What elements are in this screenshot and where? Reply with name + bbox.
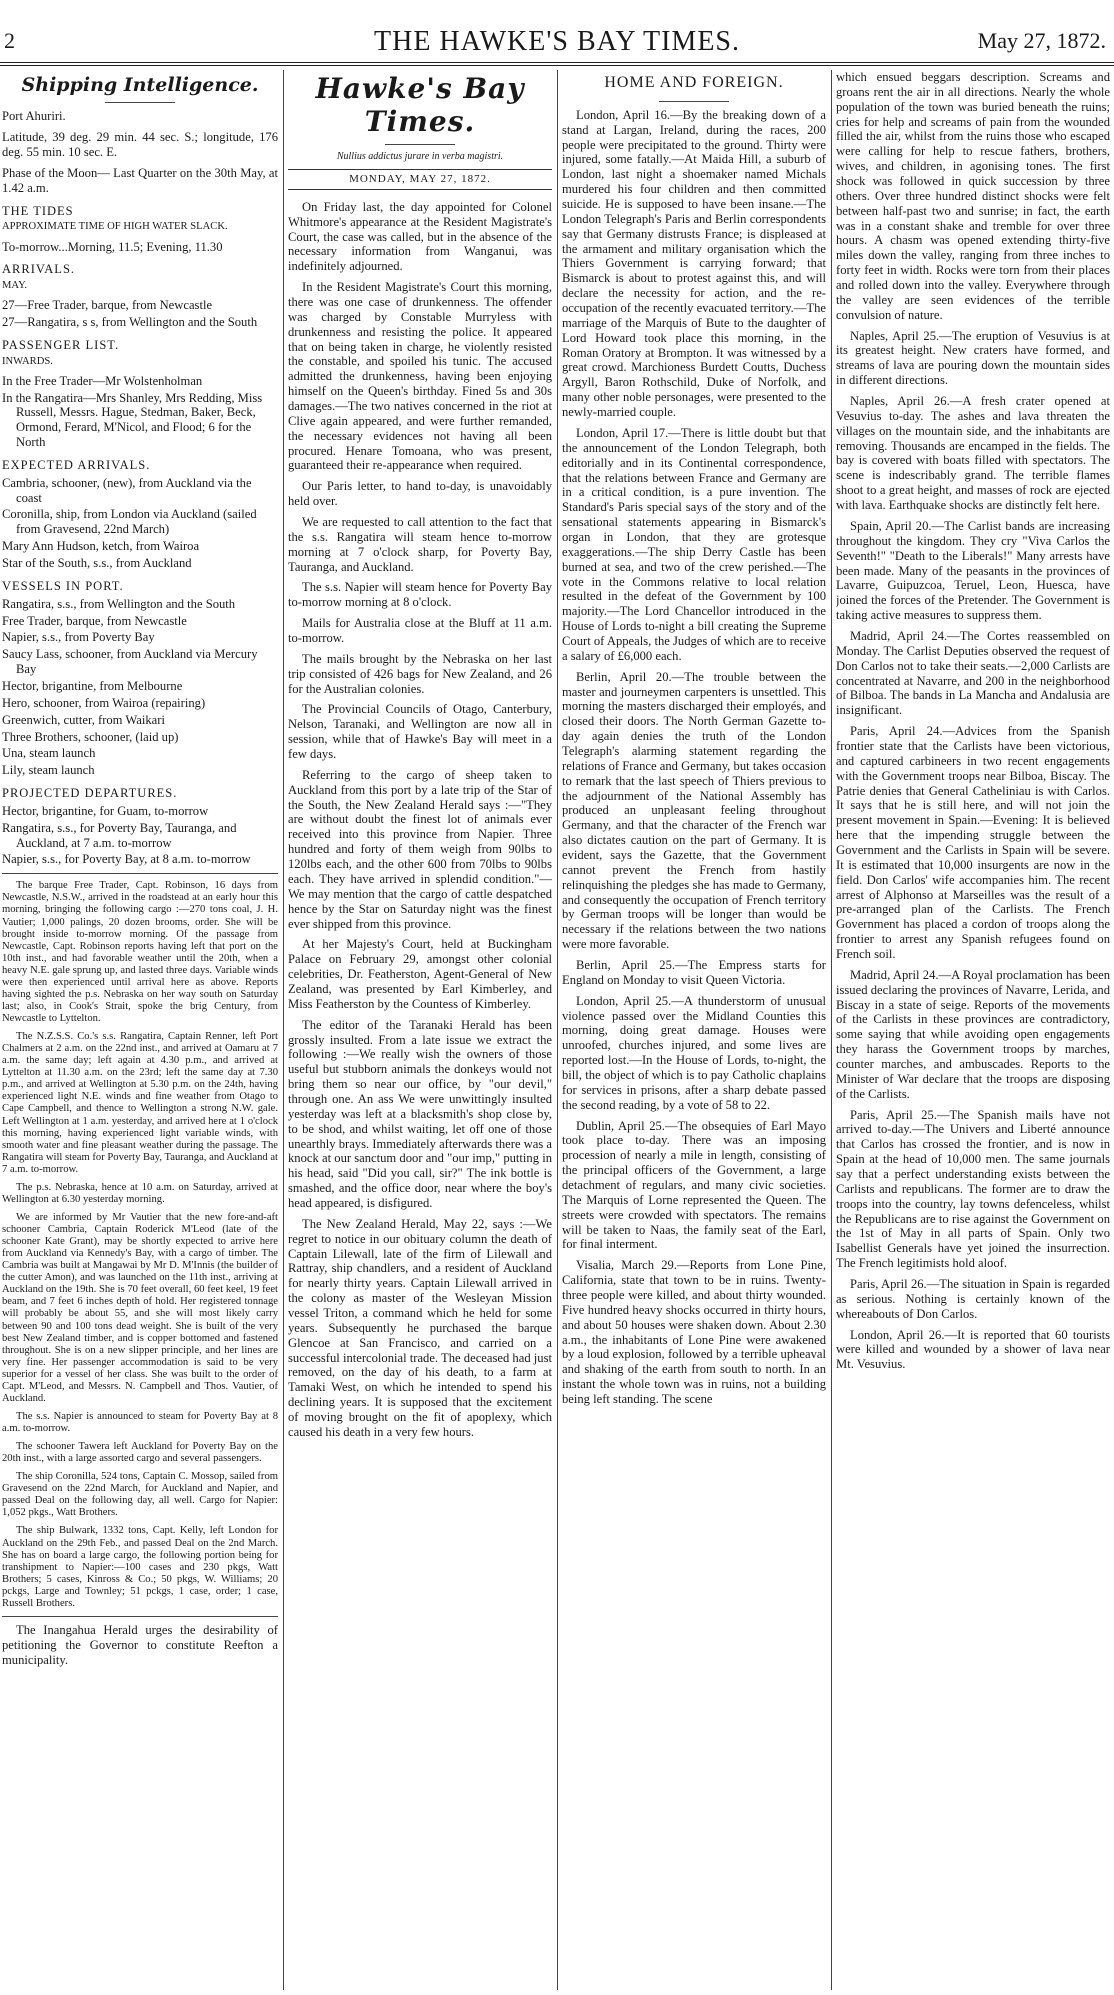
news-paragraph: Paris, April 26.—The situation in Spain is regarded as serious. Nothing is certainly known of the whereabouts of Don Carlos. bbox=[836, 1277, 1110, 1321]
issue-date: May 27, 1872. bbox=[977, 28, 1106, 53]
port-name: Port Ahuriri. bbox=[2, 109, 66, 124]
news-paragraph: Paris, April 25.—The Spanish mails have not arrived to-day.—The Univers and Liberté announce that Carlos has crossed the frontier, and is now in Spain at the head of 10,000 men. The same journals say that a perfect understanding exists between the Carlists and republicans. The former are to draw the troops into the country, lay towns defenceless, whilst the Republicans are to rise against the Government on the 1st of May in all parts of Spain. Only two Isabellist Generals have yet joined the insurrection. The French legitimists hold aloof. bbox=[836, 1107, 1110, 1271]
page-number: 2 bbox=[4, 28, 15, 53]
list-item: Saucy Lass, schooner, from Auckland via Mercury Bay bbox=[2, 647, 258, 677]
home-foreign-column bbox=[562, 70, 826, 1990]
column-title: Hawke's Bay Times. bbox=[315, 72, 525, 139]
passenger-subheading: INWARDS. bbox=[2, 355, 53, 367]
tides-times: To-morrow...Morning, 11.5; Evening, 11.30 bbox=[2, 239, 223, 254]
divider bbox=[385, 144, 455, 145]
news-paragraph: Madrid, April 24.—The Cortes reassembled on Monday. The Carlist Deputies observed the request of Don Carlos not to take their seats.—2,000 Carlists are concentrated at Navarre, and 200 in the neighborhood of Bilboa. The bands in La Mancha and Andalusia are insignificant. bbox=[836, 628, 1110, 718]
list-item: Rangatira, s.s., from Wellington and the South bbox=[2, 596, 236, 611]
shipping-paragraph: The ship Coronilla, 524 tons, Captain C. Mossop, sailed from Gravesend on the 22nd March, for Auckland and Napier, and passed Deal on the following day, all well. Cargo for Napier: 1,052 pkgs., Watt Brothers. bbox=[2, 1471, 278, 1519]
news-paragraph: Paris, April 24.—Advices from the Spanish frontier state that the Carlists have been victorious, and captured carbineers in two recent engagements with the Government troops near Bilboa, Biscay. The Patrie denies that General Catheliniau is with Carlos. It says that he is still here, and will not join the present movement in Spain.—Evening: It is believed here that the impending struggle between the Government and the Carlists in Spain will be severe. It is estimated that 10,000 insurgents are now in the field. Don Carlos' wife accompanies him. The recent arrest of Alphonso at Marseilles was the result of a pre-arranged plan of the Carlists. The French Government has placed a cordon of troops along the frontier to arrest any Spanish refugees found on French soil. bbox=[836, 724, 1110, 961]
article-paragraph: Referring to the cargo of sheep taken to Auckland from this port by a late trip of the Star of the South, the New Zealand Herald says :—"They are without doubt the finest lot of animals ever received into this province from Napier. Three hundred and forty of them weigh from 90lbs to 120lbs each, and the other 600 from 70lbs to 90lbs each. They have arrived in splendid condition."—We may mention that the cargo of cattle despatched hence by the Star on Saturday night was the finest ever shipped from this province. bbox=[288, 767, 552, 931]
news-paragraph: Naples, April 26.—A fresh crater opened at Vesuvius to-day. The ashes and lava threaten the villages on the mountain side, and the inhabitants are removing. Thousands are encamped in the fields. The bay is covered with boats filled with spectators. The scene is indescribably grand. The terrible flames shoot to a great height, and masses of rock are ejected with lava. Earthquake shocks are distinctly felt here. bbox=[836, 394, 1110, 513]
news-continued-column bbox=[836, 70, 1110, 1990]
divider bbox=[105, 102, 175, 103]
masthead bbox=[0, 0, 1114, 62]
list-item: In the Free Trader—Mr Wolstenholman bbox=[2, 373, 203, 388]
list-item: Hero, schooner, from Wairoa (repairing) bbox=[2, 695, 206, 710]
list-item: Star of the South, s.s., from Auckland bbox=[2, 556, 192, 571]
list-item: Hector, brigantine, from Melbourne bbox=[2, 678, 183, 693]
news-paragraph: London, April 25.—A thunderstorm of unusual violence passed over the Midland Counties this morning, doing great damage. Houses were unroofed, churches injured, and some lives are reported lost.—In the House of Lords, to-night, the bill, the object of which is to pay Catholic chaplains for services in prisons, after a sharp debate passed the second reading, by a vote of 58 to 22. bbox=[562, 993, 826, 1112]
article-paragraph: The New Zealand Herald, May 22, says :—We regret to notice in our obituary column the death of Captain Lilewall, late of the firm of Lilewall and Rattray, ship chandlers, and a resident of Auckland for nearly thirty years. Captain Lilewall arrived in the colony as master of the Wesleyan Mission vessel Triton, a command which he held for some years. Subsequently he purchased the barque Glencoe at San Francisco, and carried on a successful intercolonial trade. The deceased had just removed, on the day of his death, to a farm at Tamaki West, on which he intended to spend his declining years. It is supposed that the excitement of moving brought on the fit of apoplexy, which caused his death in a very few hours. bbox=[288, 1216, 552, 1439]
shipping-title: Shipping Intelligence. bbox=[21, 74, 259, 96]
news-paragraph: Visalia, March 29.—Reports from Lone Pine, California, state that town to be in ruins. Twenty-three people were killed, and about thirty wounded. Five hundred heavy shocks occurred in thirty hours, and about 50 houses were shaken down. About 2.30 a.m., the inhabitants of Lone Pine were awakened by a loud explosion, followed by a terrible upheaval and shaking of the earth from south to north. In an instant the whole town was in ruins, not a building being left standing. The scene bbox=[562, 1258, 826, 1407]
shipping-paragraph: The p.s. Nebraska, hence at 10 a.m. on Saturday, arrived at Wellington at 6.30 yesterday morning. bbox=[2, 1181, 278, 1205]
news-paragraph: London, April 16.—By the breaking down of a stand at Largan, Ireland, during the races, 200 people were precipitated to the ground. Thirty were injured, some fatally.—At Maida Hill, a suburb of London, last night a shoemaker named Michals murdered his four children and then committed suicide. He is supposed to have been insane.—The London Telegraph's Paris and Berlin correspondents say that Germany distrusts France; is displeased at the armament and military organisation which the Thiers Government is carrying forward; that Bismarck is about to protest against this, and will declare the necessity for action, and the re-occupation of the recently evacuated territory.—The marriage of the Marquis of Bute to the daughter of Lord Howard took place this morning, in the Roman Oratory at Brompton. It was witnessed by a great crowd. Marchioness Burdett Coutts, Duchess Argyll, Baron Rothschild, Duke of Norfolk, and many other noble personages, were presented to the newly-married couple. bbox=[562, 107, 826, 420]
masthead-rule-2 bbox=[0, 65, 1114, 66]
article-paragraph: At her Majesty's Court, held at Buckingham Palace on February 29, amongst other colonial celebrities, Dr. Featherston, Agent-General of New Zealand, was presented by Earl Kimberley, and Miss Featherston by the Countess of Kimberley. bbox=[288, 937, 552, 1011]
list-item: Three Brothers, schooner, (laid up) bbox=[2, 729, 179, 744]
motto: Nullius addictus jurare in verba magistri. bbox=[336, 151, 504, 163]
article-paragraph: The Provincial Councils of Otago, Canterbury, Nelson, Taranaki, and Wellington are now all in session, while that of Hawke's Bay will meet in a few days. bbox=[288, 702, 552, 762]
news-paragraph: Berlin, April 20.—The trouble between the master and journeymen carpenters is unsettled. This morning the masters discharged their employés, and closed their doors. The North German Gazette to-day again denies the truth of the London Telegraph's alarming statement regarding the relations of France and Germany, but takes occasion to remark that the last speech of Thiers previous to the adjournment of the National Assembly has produced an unpleasant feeling throughout Germany, and that the character of the French war also dictates caution on the part of Germany. It is evident, says the Gazette, that the Government cannot prevent the French from hastily relinquishing the pledges she has made to Germany, and consequently the occupation of French territory by German troops will be longer than would be necessary if the relations between the two nations were more favorable. bbox=[562, 669, 826, 952]
newspaper-title: THE HAWKE'S BAY TIMES. bbox=[374, 26, 740, 57]
divider bbox=[2, 873, 278, 874]
column-divider bbox=[557, 70, 558, 1990]
list-item: Hector, brigantine, for Guam, to-morrow bbox=[2, 803, 209, 818]
shipping-column bbox=[2, 70, 278, 1990]
arrivals-heading: ARRIVALS. bbox=[2, 262, 76, 277]
shipping-paragraph: We are informed by Mr Vautier that the new fore-and-aft schooner Cambria, Captain Roderick M'Leod (late of the schooner Kate Grant), may be shortly expected to arrive here from Auckland via Kennedy's Bay, with a cargo of timber. The Cambria was built at Mangawai by Mr D. M'Innis (the builder of the cutter Amon), and was launched on the 11th inst., arriving at Auckland on the 19th. She is 70 feet overall, 60 feet keel, 19 feet beam, and 7 feet 6 inches depth of hold. Her registered tonnage will probably be about 55, and she will most likely carry between 90 and 100 tons dead weight. She is built of the very best New Zealand timber, and is copper bottomed and fastened throughout. She is on a new slipper principle, and her lines are very fine. Her passenger accommodation is said to be very superior for a vessel of her class. She was built to the order of Capt. M'Leod, and Messrs. N. Campbell and Thos. Vautier, of Auckland. bbox=[2, 1211, 278, 1404]
editorial-column bbox=[288, 70, 552, 1990]
column-divider bbox=[831, 70, 832, 1990]
news-paragraph: Berlin, April 25.—The Empress starts for England on Monday to visit Queen Victoria. bbox=[562, 958, 826, 987]
shipping-paragraph: The schooner Tawera left Auckland for Poverty Bay on the 20th inst., with a large assorted cargo and several passengers. bbox=[2, 1441, 278, 1465]
list-item: 27—Free Trader, barque, from Newcastle bbox=[2, 298, 213, 313]
list-item: Coronilla, ship, from London via Auckland (sailed from Gravesend, 22nd March) bbox=[2, 507, 257, 537]
masthead-rule bbox=[0, 62, 1114, 63]
news-paragraph: Dublin, April 25.—The obsequies of Earl Mayo took place to-day. There was an imposing procession of nearly a mile in length, consisting of the principal officers of the Government, a large detachment of regulars, and many civic societies. The Marquis of Lorne represented the Queen. The streets were crowded with spectators. The remains will be taken to Naas, the family seat of the Earl, for final interment. bbox=[562, 1118, 826, 1252]
column-title: HOME AND FOREIGN. bbox=[604, 74, 784, 91]
tides-subheading: APPROXIMATE TIME OF HIGH WATER SLACK. bbox=[2, 221, 228, 233]
article-paragraph: The mails brought by the Nebraska on her last trip consisted of 426 bags for New Zealand, and 26 for the Australian colonies. bbox=[288, 651, 552, 696]
passenger-heading: PASSENGER LIST. bbox=[2, 337, 120, 352]
news-paragraph: Spain, April 20.—The Carlist bands are increasing throughout the kingdom. They cry "Viva Carlos the Seventh!" "Death to the Liberals!" Many arrests have been made. Many of the peasants in the provinces of Lavarre, Guipuzcoa, Teruel, Leon, Huesca, have joined the forces of the Pretender. The Government is taking active measures to suppress them. bbox=[836, 518, 1110, 623]
list-item: In the Rangatira—Mrs Shanley, Mrs Redding, Miss Russell, Messrs. Hague, Stedman, Baker, Beck, Ormond, Ferard, M'Nicol, and Flood; 6 for the North bbox=[2, 390, 263, 450]
article-paragraph: On Friday last, the day appointed for Colonel Whitmore's appearance at the Resident Magistrate's Court, the case was called, but in the absence of the necessary information from Wanganui, was indefinitely adjourned. bbox=[288, 199, 552, 274]
news-paragraph: Naples, April 25.—The eruption of Vesuvius is at its greatest height. New craters have formed, and streams of lava are pouring down the mountain sides in different directions. bbox=[836, 328, 1110, 388]
moon-phase: Phase of the Moon— Last Quarter on the 30th May, at 1.42 a.m. bbox=[2, 165, 278, 195]
arrivals-month: MAY. bbox=[2, 280, 28, 292]
shipping-paragraph: The barque Free Trader, Capt. Robinson, 16 days from Newcastle, N.S.W., arrived in the roadstead at an early hour this morning, bringing the following cargo :—270 tons coal, J. H. Vautier; 1,000 palings, 20 dozen brooms, order. She will be brought inside to-morrow morning. Of the passage from Newcastle, Capt. Robinson reports having left that port on the 10th inst., and had favorable weather until the 20th, when a heavy N.E. gale sprung up, and lasted three days. Variable winds were then experienced until arrival here as above. Reports having sighted the p.s. Nebraska on her way south on Saturday last; also, in Cook's Strait, spoke the brig Century, from Newcastle to Lyttelton. bbox=[2, 880, 278, 1024]
news-paragraph: Madrid, April 24.—A Royal proclamation has been issued declaring the provinces of Navarre, Lerida, and Biscay in a state of seige. Reports of the movements of the Carlists in these provinces are contradictory, some saying that while avoiding open engagements they harass the Government troops by marches, counter marches, and ambuscades. Reports to the Minister of War declare that the troops are disposing of the Carlists. bbox=[836, 967, 1110, 1101]
shipping-paragraph: The s.s. Napier is announced to steam for Poverty Bay at 8 a.m. to-morrow. bbox=[2, 1410, 278, 1434]
expected-heading: EXPECTED ARRIVALS. bbox=[2, 458, 151, 473]
news-paragraph: London, April 26.—It is reported that 60 tourists were killed and wounded by a shower of lava near Mt. Vesuvius. bbox=[836, 1327, 1110, 1372]
list-item: Greenwich, cutter, from Waikari bbox=[2, 712, 165, 727]
news-paragraph: London, April 17.—There is little doubt but that the announcement of the London Telegraph, both editorially and in its Continental correspondence, that the relations between France and Germany are in a critical condition, is a pure invention. The Standard's Paris special says of the story and of the sensational statements appearing in Bismarck's organ in London, that they are grotesque exaggerations.—The ship Derry Castle has been burned at sea, and two of the crew perished.—The vote in the Commons relative to local relation resulted in the defeat of the Government by 100 majority.—The Lord Chancellor introduced in the House of Lords to-night a bill creating the Supreme Court of Appeals, the Judges of which are to receive a salary of £6,000 each. bbox=[562, 425, 826, 663]
list-item: 27—Rangatira, s s, from Wellington and the South bbox=[2, 315, 258, 330]
article-paragraph: Our Paris letter, to hand to-day, is unavoidably held over. bbox=[288, 479, 552, 509]
shipping-paragraph: The ship Bulwark, 1332 tons, Capt. Kelly, left London for Auckland on the 29th Feb., and passed Deal on the 2nd March. She has on board a large cargo, the following portion being for transhipment to Napier:—100 cases and 230 pkgs, Watt Brothers; 5 cases, Kinross & Co.; 50 pkgs, W. Williams; 20 pckgs, Large and Townley; 51 pckgs, 1 case, order; 1 case, Russell Brothers. bbox=[2, 1525, 278, 1609]
list-item: Napier, s.s., from Poverty Bay bbox=[2, 630, 155, 645]
article-paragraph: The editor of the Taranaki Herald has been grossly insulted. From a late issue we extract the following :—We really wish the owners of those useful but stubborn animals the donkeys would not bring them so near our office, by "our devil," through one. An ass We were unwittingly insulted yesterday was left at a blacksmith's shop close by, to be shod, and whilst waiting, let off one of those unearthly brays. Immediately afterwards there was a knock at our sanctum door and "our imp," putting in his head, said "Did you call, sir?" The ink bottle is smashed, and the office door, near where the boy's head appeared, is disfigured. bbox=[288, 1017, 552, 1210]
article-paragraph: We are requested to call attention to the fact that the s.s. Rangatira will steam hence to-morrow morning at 7 o'clock sharp, for Poverty Bay, Tauranga, and Auckland. bbox=[288, 515, 552, 574]
column-date: MONDAY, MAY 27, 1872. bbox=[288, 169, 552, 190]
list-item: Cambria, schooner, (new), from Auckland via the coast bbox=[2, 475, 252, 505]
inport-heading: VESSELS IN PORT. bbox=[2, 578, 124, 593]
list-item: Lily, steam launch bbox=[2, 763, 95, 778]
latitude-longitude: Latitude, 39 deg. 29 min. 44 sec. S.; longitude, 176 deg. 55 min. 10 sec. E. bbox=[2, 130, 278, 160]
list-item: Una, steam launch bbox=[2, 746, 96, 761]
list-item: Mary Ann Hudson, ketch, from Wairoa bbox=[2, 539, 200, 554]
list-item: Free Trader, barque, from Newcastle bbox=[2, 613, 187, 628]
tides-heading: THE TIDES bbox=[2, 203, 74, 218]
divider bbox=[2, 1616, 278, 1617]
article-paragraph: In the Resident Magistrate's Court this morning, there was one case of drunkenness. The offender was charged by Constable Murryless with drunkenness and resisting the police. It appeared that on being taken in charge, he violently resisted the constable, and spoiled his tunic. The accused admitted the drunkenness, having been enjoying himself on the Queen's birthday. Fined 5s and 30s damages.—The two natives concerned in the riot at Clive again appeared, and were further remanded, the necessary evidences not having all been procured. Henare Tomoana, who was present, guaranteed their re-appearance when required. bbox=[288, 280, 552, 473]
divider bbox=[659, 101, 729, 102]
list-item: Napier, s.s., for Poverty Bay, at 8 a.m. to-morrow bbox=[2, 852, 251, 867]
shipping-paragraph: The N.Z.S.S. Co.'s s.s. Rangatira, Captain Renner, left Port Chalmers at 2 a.m. on the 22nd inst., and arrived at Oamaru at 7 a.m. the same day; left again at 4.30 p.m., and arrived at Lyttelton at 11.30 a.m. on the 23rd; left the same day at 7.30 p.m., and arrived at Wellington at 5.30 p.m. on the 24th, having experienced light N.E. winds and fine weather from Otago to Cape Campbell, and thence to Wellington a strong N.W. gale. Left Wellington at 1 a.m. yesterday, and arrived here at 1 o'clock this morning, having experienced light variable winds, with smooth water and fine pleasant weather during the passage. The Rangatira will steam for Poverty Bay, Tauranga, and Auckland at 7 a.m. to-morrow. bbox=[2, 1031, 278, 1175]
bottom-paragraph: The Inangahua Herald urges the desirability of petitioning the Governor to constitute Reefton a municipality. bbox=[2, 1622, 278, 1667]
column-divider bbox=[283, 70, 284, 1990]
projected-heading: PROJECTED DEPARTURES. bbox=[2, 786, 178, 801]
list-item: Rangatira, s.s., for Poverty Bay, Tauranga, and Auckland, at 7 a.m. to-morrow bbox=[2, 820, 237, 850]
article-paragraph: Mails for Australia close at the Bluff at 11 a.m. to-morrow. bbox=[288, 616, 552, 646]
news-paragraph: which ensued beggars description. Screams and groans rent the air in all directions. Nearly the whole population of the town was buried beneath the ruins; cries for help and screams of pain from the wounded filled the air, whilst from the ruins those who escaped were calling for help to rescue fathers, brothers, wives, and children, in agonising tones. The first shock was followed in quick succession by three others. Over three hundred distinct shocks were felt between half-past two and sunrise; in fact, the earth was in a constant shake and tremble for over three hours. A chasm was opened extending thirty-five miles down the valley, ranging from three inches to forty feet in width. Rocks were torn from their places and rolled down into the valley. Everywhere through the valley are seen evidences of the terrible convulsion of nature. bbox=[836, 70, 1110, 322]
article-paragraph: The s.s. Napier will steam hence for Poverty Bay to-morrow morning at 8 o'clock. bbox=[288, 580, 552, 610]
